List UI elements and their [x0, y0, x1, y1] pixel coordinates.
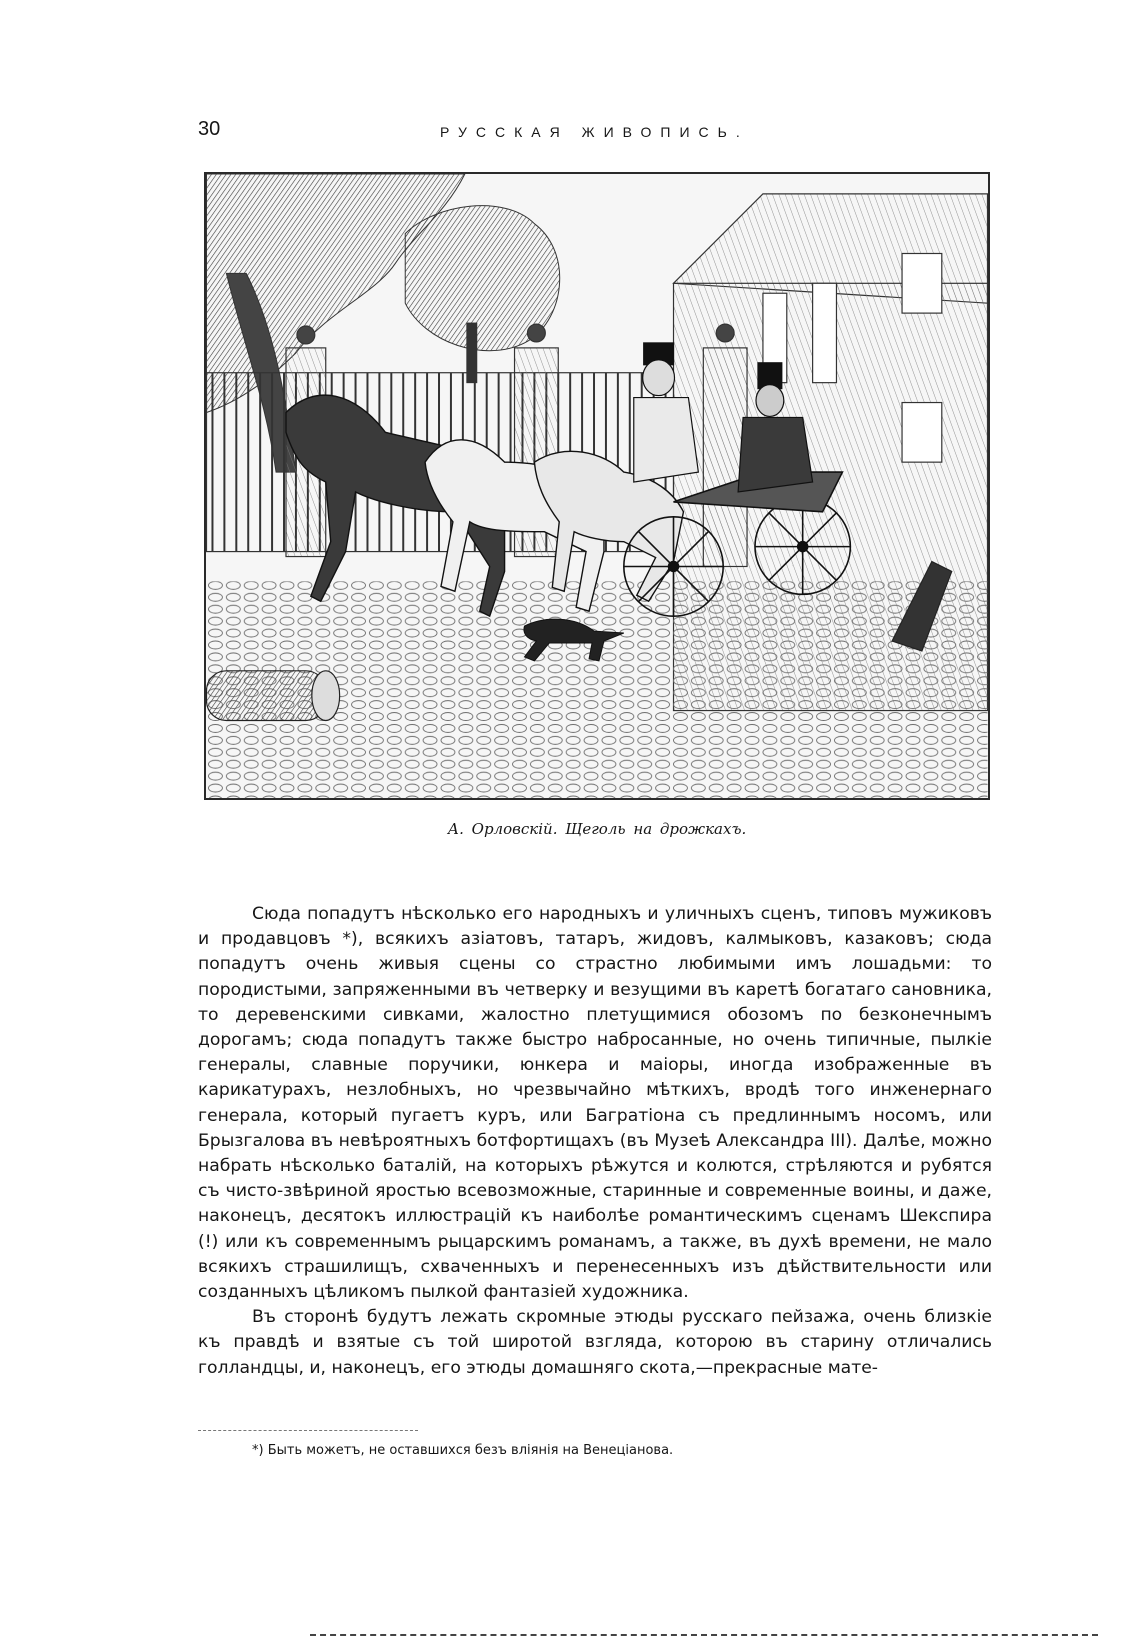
body-text — [198, 902, 992, 1381]
illustration-caption: А. Орловскій. Щеголь на дрожкахъ. — [447, 820, 747, 838]
running-title: РУССКАЯ ЖИВОПИСЬ. — [440, 124, 749, 140]
engraving-illustration — [206, 174, 988, 798]
paragraph: Сюда попадутъ нѣсколько его народныхъ и уличныхъ сценъ, типовъ мужиковъ и продавцовъ *), всякихъ азіатовъ, татаръ, жидовъ, калмыковъ, казаковъ; сюда попадутъ очень живыя сцены со страстно любимыми имъ лошадьми: то породистыми, запряженными въ четверку и везущими въ каретѣ богатаго сановника, то деревенскими сивками, жалостно плетущимися обозомъ по безконечнымъ дорогамъ; сюда попадутъ также быстро набросанные, но очень типичные, пылкіе генералы, славные поручики, юнкера и маіоры, иногда изображенные въ карикатурахъ, незлобныхъ, но чрезвычайно мѣткихъ, вродѣ того инженернаго генерала, который пугаетъ куръ, или Багратіона съ предлиннымъ носомъ, или Брызгалова въ невѣроятныхъ ботфортищахъ (въ Музеѣ Александра III). Далѣе, можно набрать нѣсколько баталій, на которыхъ рѣжутся и колются, стрѣляются и рубятся съ чисто-звѣриной яростью всевозможные, старинные и современные воины, и даже, наконецъ, десятокъ иллюстрацій къ наиболѣе романтическимъ сценамъ Шекспира (!) или къ современнымъ рыцарскимъ романамъ, а также, въ духѣ времени, не мало всякихъ страшилищъ, схваченныхъ и перенесенныхъ изъ дѣйствительности или созданныхъ цѣликомъ пылкой фантазіей художника. — [198, 904, 992, 1303]
footnote: *) Быть можетъ, не оставшихся безъ вліянія на Венеціанова. — [252, 1443, 674, 1458]
footnote-rule — [198, 1430, 418, 1431]
illustration-plate — [204, 172, 990, 800]
paragraph: Въ сторонѣ будутъ лежать скромные этюды русскаго пейзажа, очень близкіе къ правдѣ и взятые съ той широтой взгляда, которою въ старину отличались голландцы, и, наконецъ, его этюды домашняго скота,—прекрасные мате- — [198, 1307, 992, 1378]
bottom-rule — [310, 1634, 1098, 1636]
page-number: 30 — [198, 118, 221, 140]
